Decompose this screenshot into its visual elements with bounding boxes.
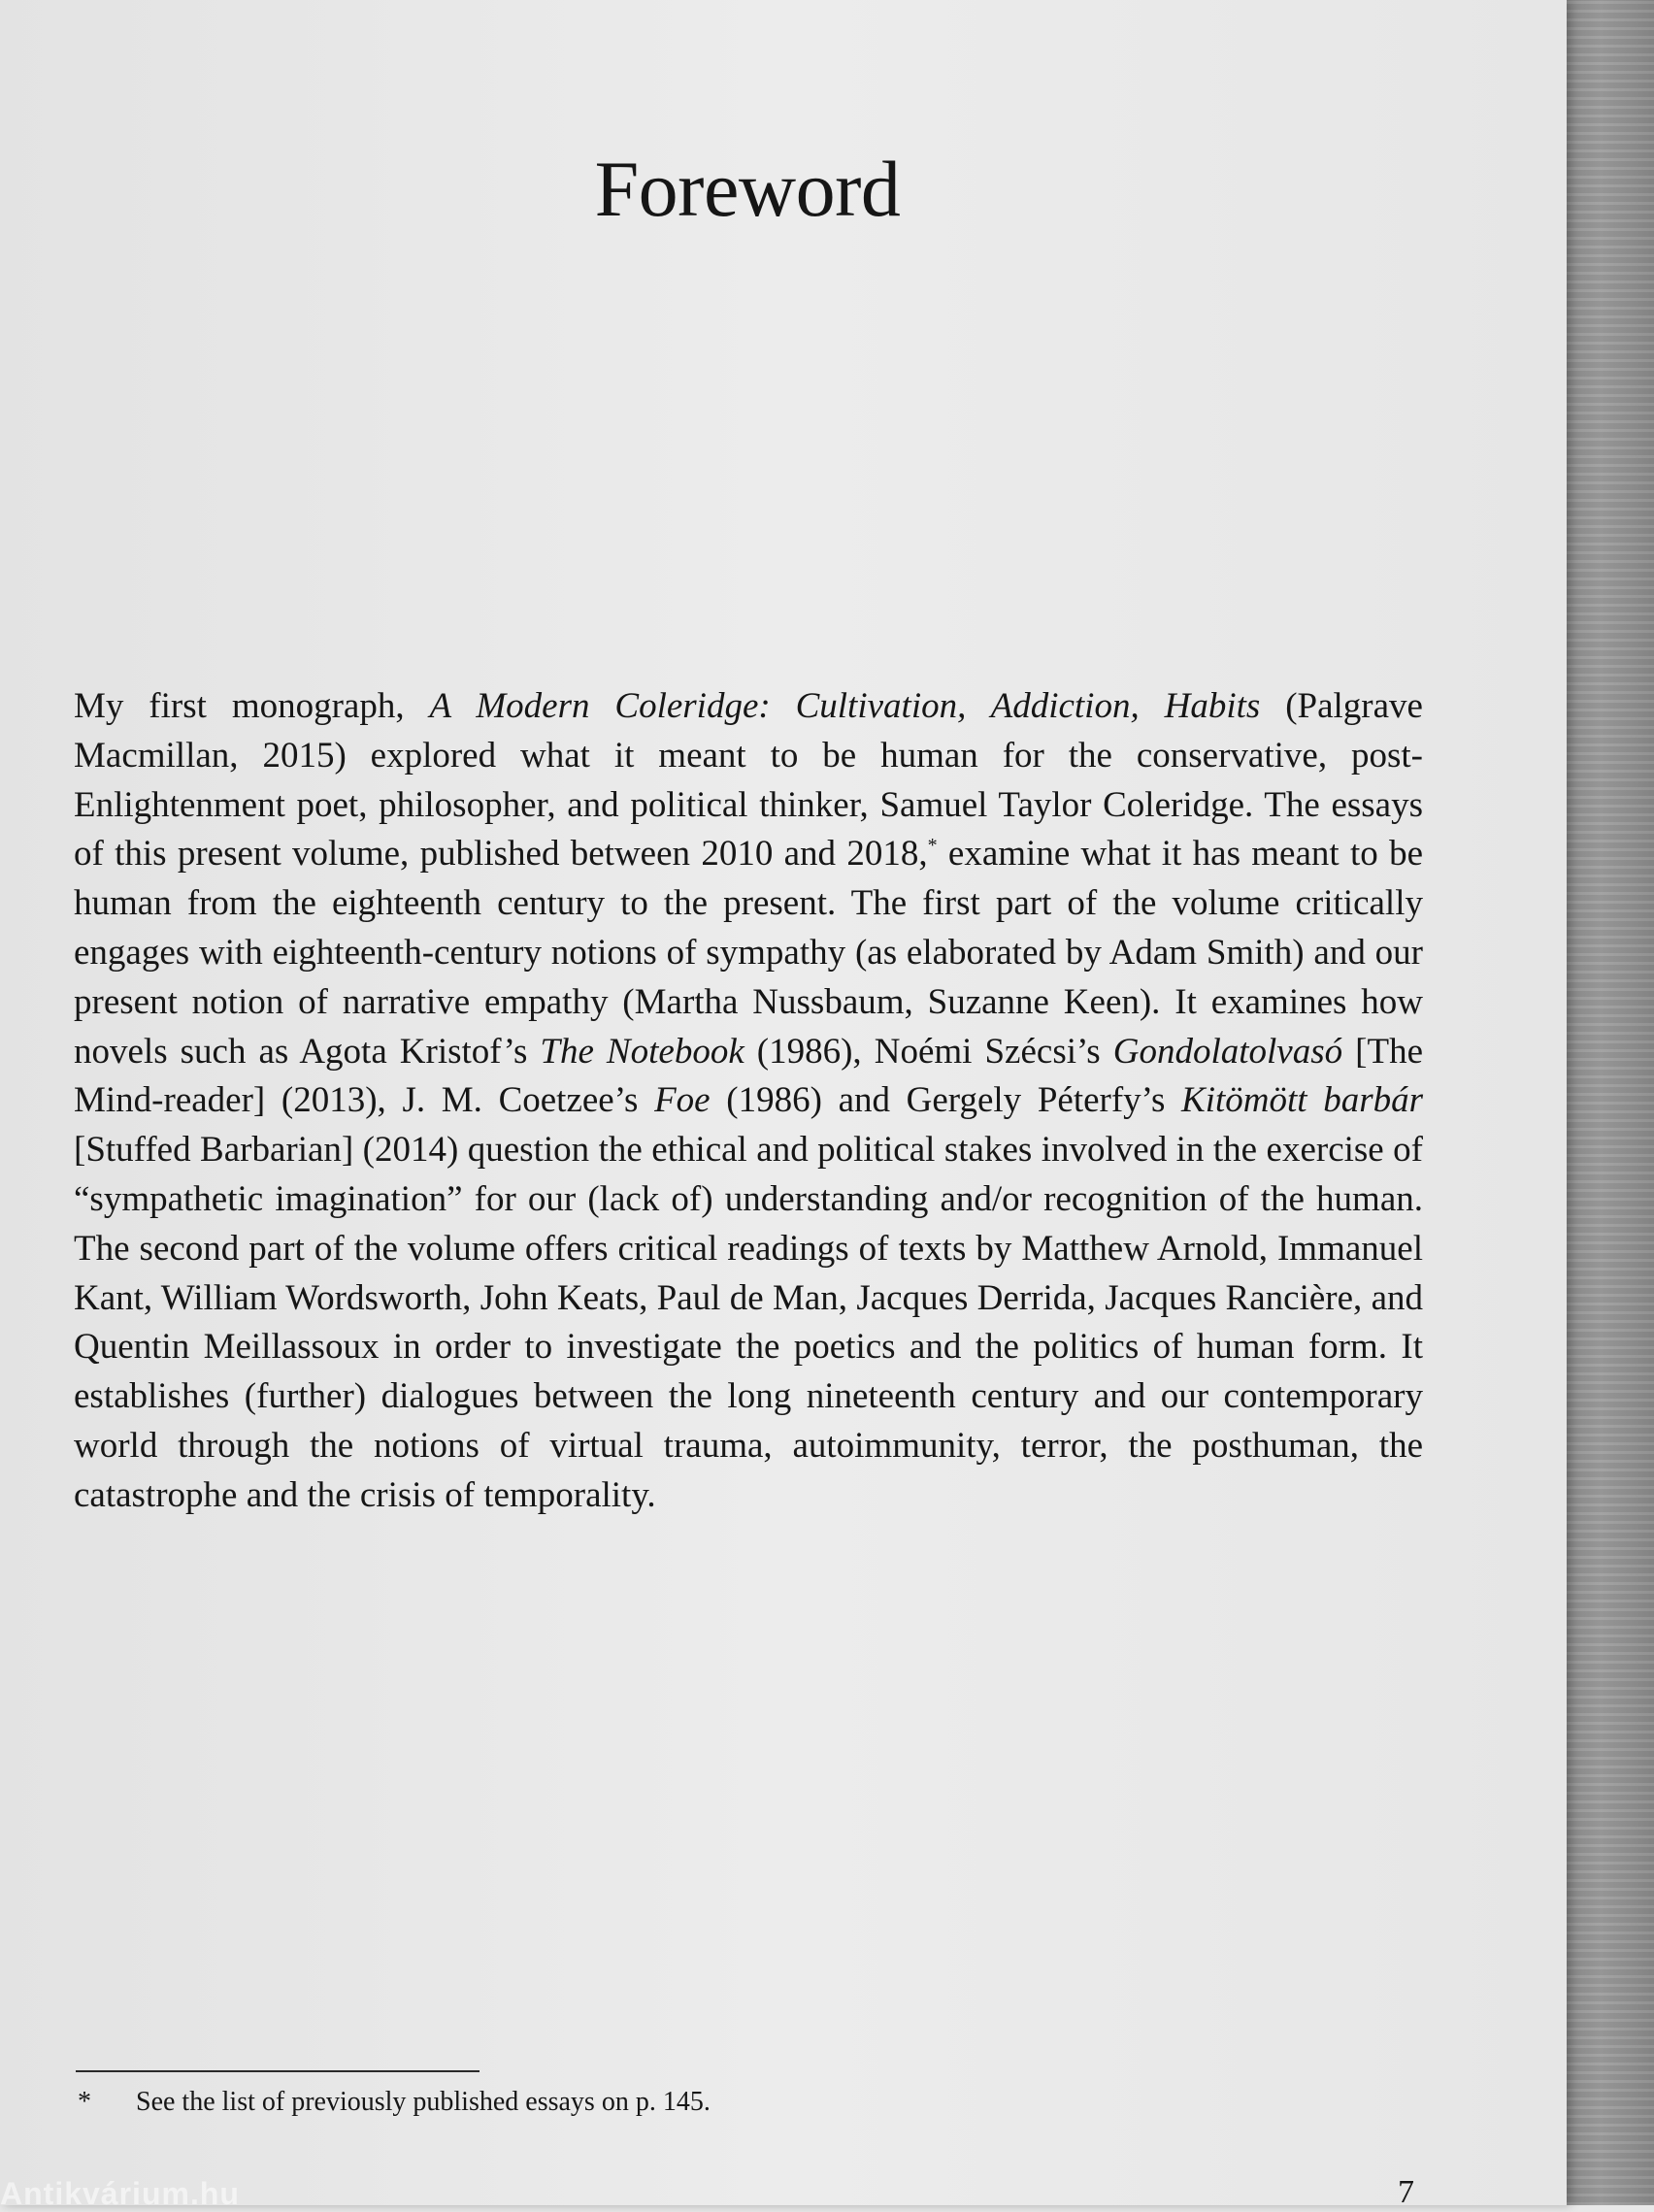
body-text-segment: [Stuffed Barbarian] (2014) question the ethical and political stakes involved in the exercise of “sympathetic imagination” for our (lack of) understanding and/or recognition of the human. The second part of the volume offers critical readings of texts by Matthew Arnold, Immanuel Kant, William Wordsworth, John Keats, Paul de Man, Jacques Derrida, Jacques Rancière, and Quentin Meillassoux in order to investigate the poetics and the politics of human form. It establishes (further) dialogues between the long nineteenth century and our contemporary world through the notions of virtual trauma, autoimmunity, terror, the posthuman, the catastrophe and the crisis of temporality. — [74, 1130, 1423, 1515]
body-text-segment: (1986), Noémi Szécsi’s — [744, 1031, 1113, 1072]
book-title-kitomott-barbar: Kitömött barbár — [1181, 1080, 1423, 1121]
book-title-gondolatolvaso: Gondolatolvasó — [1112, 1031, 1343, 1072]
body-text-segment: (Palgrave Macmillan, 2015) explored what it meant to be human for the conservative, post-Enlightenment poet, philosopher, and political thinker, Samuel Taylor Coleridge. The essays of this present volume, published between 2010 and 2018, — [74, 686, 1423, 875]
body-text-segment: examine what it has meant to be human from the eighteenth century to the present. The first part of the volume critically engages with eighteenth-century notions of sympathy (as elaborated by Adam Smith) and our present notion of narrative empathy (Martha Nussbaum, Suzanne Keen). It examines how novels such as Agota Kristof’s — [74, 834, 1423, 1072]
book-title-the-notebook: The Notebook — [540, 1031, 744, 1072]
footnote-text: See the list of previously published essays on p. 145. — [136, 2087, 711, 2117]
page-title: Foreword — [594, 145, 901, 233]
body-text-segment: [The Mind-reader] (2013), J. M. Coetzee’s — [74, 1031, 1423, 1121]
footnote — [78, 2083, 711, 2122]
foreword-paragraph — [74, 682, 1423, 1521]
footnote-marker: * — [78, 2087, 91, 2117]
book-title-foe: Foe — [654, 1080, 711, 1121]
book-title-a-modern-coleridge: A Modern Coleridge: Cultivation, Addiction, Habits — [429, 686, 1261, 726]
page-number: 7 — [1398, 2174, 1414, 2210]
book-spine-background — [1565, 0, 1654, 2205]
footnote-divider — [76, 2070, 480, 2072]
watermark: Antikvárium.hu — [0, 2176, 240, 2211]
body-text-segment: (1986) and Gergely Péterfy’s — [710, 1080, 1182, 1121]
footnote-reference: * — [927, 835, 938, 857]
body-text-segment: My first monograph, — [74, 686, 430, 726]
